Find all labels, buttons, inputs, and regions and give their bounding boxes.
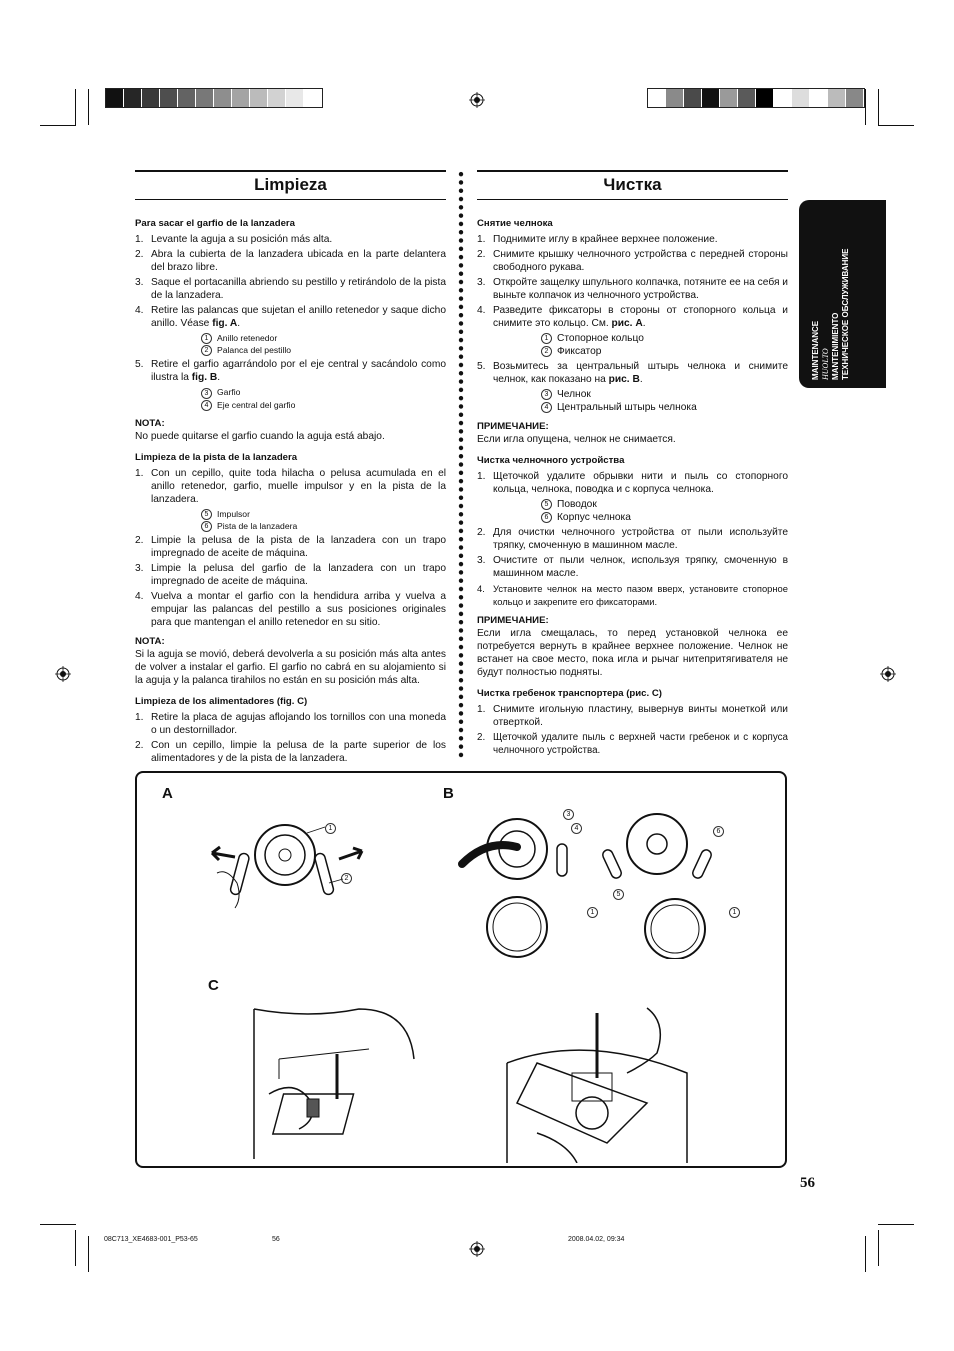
figure-label-c: C — [208, 977, 219, 994]
list-item: 3. Очистите от пыли челнок, используя тряпку, смоченную в машинном масле. — [477, 555, 788, 579]
footer-page: 56 — [272, 1236, 280, 1243]
callout-2: 2 — [341, 873, 352, 884]
note: ПРИМЕЧАНИЕ: Если игла смещалась, то перед установкой челнока ее потребуется вернуть в крайнее верхнее положение. Челнок не встанет на свое место, пока игла и рычаг нитепритягивателя не будут полностью подняты. — [477, 615, 788, 678]
page-title-es: Limpieza — [254, 175, 327, 194]
color-swatch — [684, 89, 702, 107]
section-heading: Limpieza de los alimentadores (fig. C) — [135, 696, 308, 708]
callout-legend: 2 Фиксатор — [477, 345, 788, 358]
list-item: 1. Retire la placa de agujas aflojando los tornillos con una moneda o un destornillador. — [135, 712, 446, 737]
callout-legend: 3 Челнок — [477, 388, 788, 401]
right-column — [477, 217, 788, 759]
callout-6: 6 — [713, 826, 724, 837]
callout-1: 1 — [587, 907, 598, 918]
section-tab — [799, 200, 886, 388]
left-column — [135, 217, 446, 767]
callout-legend: 4 Eje central del garfio — [135, 399, 446, 411]
title-rule-right — [477, 170, 788, 172]
color-swatch — [160, 89, 178, 107]
list-item: 2. Abra la cubierta de la lanzadera ubicada en la parte delantera del brazo libre. — [135, 249, 446, 273]
list-item: 1. Снимите игольную пластину, вывернув винты монеткой или отверткой. — [477, 704, 788, 728]
registration-target-icon — [469, 1241, 485, 1257]
crop-mark — [75, 1230, 76, 1266]
list-item: 4. Vuelva a montar el garfio con la hendidura arriba y vuelva a empujar las palancas del pestillo a sus posiciones originales para que mantengan el anillo retenedor en su sitio. — [135, 591, 446, 629]
figure-c-illustration-left — [249, 999, 419, 1159]
list-item: 4. Разведите фиксаторы в стороны от стопорного кольца и снимите это кольцо. См. рис. А. — [477, 305, 788, 329]
callout-legend: 5 Impulsor — [135, 508, 446, 520]
figure-label-b: B — [443, 785, 454, 802]
section-heading: Чистка челночного устройства — [477, 455, 625, 466]
callout-legend: 5 Поводок — [477, 498, 788, 511]
callout-4: 4 — [571, 823, 582, 834]
list-item: 2. Con un cepillo, limpie la pelusa de la parte superior de los alimentadores y de la pista de la lanzadera. — [135, 740, 446, 765]
color-swatch — [774, 89, 792, 107]
list-item: 2. Щеточкой удалите пыль с верхней части гребенок и с корпуса челночного устройства. — [477, 732, 788, 756]
list-item: 4. Retire las palancas que sujetan el anillo retenedor y saque dicho anillo. Véase fig. A. — [135, 305, 446, 329]
callout-1: 1 — [729, 907, 740, 918]
page-title-ru: Чистка — [603, 175, 662, 194]
note: ПРИМЕЧАНИЕ: Если игла опущена, челнок не снимается. — [477, 421, 676, 445]
list-item: 2. Для очистки челночного устройства от пыли используйте тряпку, смоченную в машинном масле. — [477, 527, 788, 551]
color-swatch — [720, 89, 738, 107]
note: NOTA: Si la aguja se movió, deberá devolverla a su posición más alta antes de volver a instalar el garfio. El garfio no cabrá en su alojamiento si la aguja y la palanca tirahilos no están en su posición más alta. — [135, 636, 446, 687]
list-item: 2. Снимите крышку челночного устройства с передней стороны свободного рукава. — [477, 249, 788, 273]
list-item: 3. Limpie la pelusa del garfio de la lanzadera con un trapo impregnado de aceite de máquina. — [135, 563, 446, 588]
list-item: 1. Con un cepillo, quite toda hilacha o pelusa acumulada en el anillo retenedor, garfio, muelle impulsor y en la pista de la lanzadera. — [135, 467, 446, 505]
callout-3: 3 — [563, 809, 574, 820]
list-item: 3. Saque el portacanilla abriendo su pestillo y retirándolo de la pista de la lanzadera. — [135, 277, 446, 301]
callout-legend: 6 Pista de la lanzadera — [135, 520, 446, 532]
crop-mark — [40, 1224, 76, 1225]
list-item: 2. Limpie la pelusa de la pista de la lanzadera con un trapo impregnado de aceite de máquina. — [135, 535, 446, 560]
color-swatch — [648, 89, 666, 107]
page-number: 56 — [800, 1175, 815, 1191]
crop-mark — [865, 89, 866, 125]
registration-target-icon — [55, 666, 71, 682]
list-item: 5. Retire el garfio agarrándolo por el eje central y sacándolo como ilustra la fig. B. — [135, 359, 446, 384]
color-swatch — [124, 89, 142, 107]
list-item: 3. Откройте защелку шпульного колпачка, потяните ее на себя и выньте колпачок из челночного устройства. — [477, 277, 788, 301]
color-swatch — [286, 89, 304, 107]
crop-mark — [878, 125, 914, 126]
color-swatch — [828, 89, 846, 107]
figure-a-illustration — [207, 813, 367, 913]
tab-label-en: MAINTENANCE — [811, 320, 820, 380]
section-heading: Снятие челнока — [477, 218, 553, 229]
crop-mark — [878, 1224, 914, 1225]
crop-mark — [40, 125, 76, 126]
color-swatch — [106, 89, 124, 107]
callout-legend: 3 Garfio — [135, 386, 446, 398]
registration-target-icon — [880, 666, 896, 682]
color-swatch — [250, 89, 268, 107]
list-item: 4. Установите челнок на место пазом вверх, установите стопорное кольцо и закрепите его фиксаторами. — [477, 583, 788, 607]
color-swatch — [268, 89, 286, 107]
callout-5: 5 — [613, 889, 624, 900]
list-item: 1. Щеточкой удалите обрывки нити и пыль со стопорного кольца, челнока, поводка и с корпуса челнока. — [477, 471, 788, 495]
title-underline-left — [135, 199, 446, 200]
color-swatch — [214, 89, 232, 107]
figure-c-illustration-right — [497, 993, 697, 1163]
color-swatch — [792, 89, 810, 107]
section-heading: Para sacar el garfio de la lanzadera — [135, 218, 295, 229]
footer-file: 08C713_XE4683-001_P53-65 — [104, 1236, 198, 1243]
list-item: 5. Возьмитесь за центральный штырь челнока и снимите челнок, как показано на рис. В. — [477, 361, 788, 385]
color-swatch — [756, 89, 774, 107]
color-swatch — [702, 89, 720, 107]
section-heading: Чистка гребенок транспортера (рис. С) — [477, 688, 662, 699]
crop-mark — [88, 89, 89, 125]
color-swatch — [142, 89, 160, 107]
color-registration-bar-left — [105, 88, 323, 108]
color-swatch — [304, 89, 322, 107]
callout-legend: 4 Центральный штырь челнока — [477, 401, 788, 414]
color-swatch — [738, 89, 756, 107]
callout-legend: 1 Anillo retenedor — [135, 332, 446, 344]
list-item: 1. Levante la aguja a su posición más alta. — [135, 234, 333, 245]
color-swatch — [666, 89, 684, 107]
color-swatch — [810, 89, 828, 107]
title-rule-left — [135, 170, 446, 172]
figure-label-a: A — [162, 785, 173, 802]
crop-mark — [88, 1236, 89, 1272]
color-swatch — [196, 89, 214, 107]
note: NOTA: No puede quitarse el garfio cuando la aguja está abajo. — [135, 417, 385, 442]
column-divider-dots — [458, 170, 464, 758]
crop-mark — [75, 89, 76, 125]
registration-target-icon — [469, 92, 485, 108]
figure-box — [135, 771, 787, 1168]
footer-date: 2008.04.02, 09:34 — [568, 1236, 625, 1243]
section-heading: Limpieza de la pista de la lanzadera — [135, 451, 298, 463]
callout-1: 1 — [325, 823, 336, 834]
tab-label-es: MANTENIMIENTO — [831, 312, 840, 380]
color-swatch — [846, 89, 864, 107]
crop-mark — [878, 1230, 879, 1266]
callout-legend: 6 Корпус челнока — [477, 511, 788, 524]
tab-label-fi: HUOLTO — [821, 348, 830, 380]
figure-b-illustration — [457, 809, 747, 959]
crop-mark — [865, 1236, 866, 1272]
title-underline-right — [477, 199, 788, 200]
color-swatch — [232, 89, 250, 107]
list-item: 1. Поднимите иглу в крайнее верхнее положение. — [477, 234, 718, 245]
callout-legend: 1 Стопорное кольцо — [477, 332, 788, 345]
callout-legend: 2 Palanca del pestillo — [135, 344, 446, 356]
tab-label-ru: ТЕХНИЧЕСКОЕ ОБСЛУЖИВАНИЕ — [841, 248, 850, 380]
color-swatch — [178, 89, 196, 107]
color-registration-bar-right — [647, 88, 865, 108]
crop-mark — [878, 89, 879, 125]
